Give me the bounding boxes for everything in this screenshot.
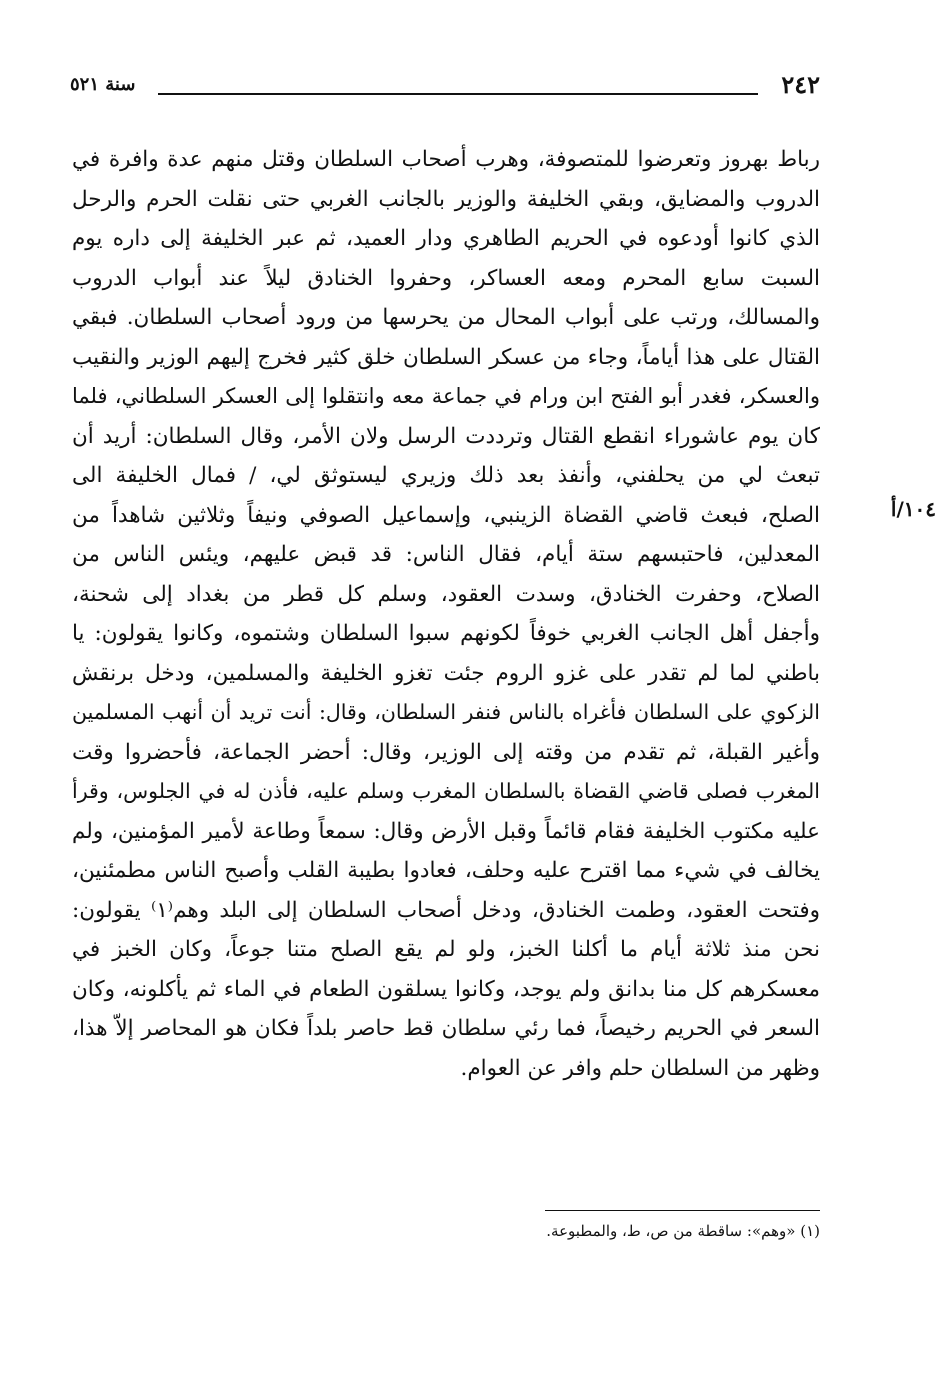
text-line: وفتحت العقود، وطمت الخنادق، ودخل أصحاب السلطان إلى البلد وهم⁽١⁾ يقولون:	[72, 897, 820, 923]
text-line: وأجفل أهل الجانب الغربي خوفاً لكونهم سبوا السلطان وشتموه، وكانوا يقولون: يا	[72, 621, 820, 646]
text-line: الصلح، فبعث قاضي القضاة الزينبي، وإسماعيل الصوفي ونيفاً وثلاثين شاهداً من	[72, 502, 820, 528]
year-label: سنة ٥٢١	[70, 74, 136, 95]
text-line: والعسكر، فغدر أبو الفتح ابن ورام في جماعة معه وانتقلوا إلى العسكر السلطاني، فلما	[72, 384, 820, 408]
body-text	[72, 140, 820, 1088]
text-line: رباط بهروز وتعرضوا للمتصوفة، وهرب أصحاب السلطان وقتل منهم عدة وافرة في	[72, 147, 820, 172]
text-line: وظهر من السلطان حلم وافر عن العوام.	[460, 1055, 820, 1081]
text-line: معسكرهم كل منا بدانق ولم يوجد، وكانوا يسلقون الطعام في الماء ثم يأكلونه، وكان	[72, 976, 820, 1002]
running-header	[70, 70, 820, 106]
text-line: الذي كانوا أودعوه في الحريم الطاهري ودار العميد، ثم عبر الخليفة إلى داره يوم	[72, 226, 820, 251]
text-line: الصلاح، وحفرت الخنادق، وسدت العقود، وسلم كل قطر من بغداد إلى شحنة،	[72, 581, 820, 607]
text-line: المعدلين، فاحتبسهم ستة أيام، فقال الناس: قد قبض عليهم، ويئس الناس من	[72, 542, 820, 567]
text-line: وأغير القبلة، ثم تقدم من وقته إلى الوزير، وقال: أحضر الجماعة، فأحضروا وقت	[72, 739, 820, 765]
text-line: نحن منذ ثلاثة أيام ما أكلنا الخبز، ولو لم يقع الصلح متنا جوعاً، وكان الخبز في	[72, 937, 820, 962]
footnote-rule	[545, 1210, 820, 1211]
footnote: (١) «وهم»: ساقطة من ص، ط، والمطبوعة.	[546, 1222, 820, 1240]
text-line: القتال على هذا أياماً، وجاء من عسكر السلطان خلق كثير فخرج إليهم الوزير والنقيب	[72, 344, 820, 370]
text-line: كان يوم عاشوراء انقطع القتال وترددت الرسل ولان الأمر، وقال السلطان: أريد أن	[72, 423, 820, 449]
text-line: عليه مكتوب الخليفة فقام قائماً وقبل الأرض وقال: سمعاً وطاعة لأمير المؤمنين، ولم	[72, 818, 820, 844]
header-rule	[158, 93, 758, 95]
text-line: الزكوي على السلطان فأغراه بالناس فنفر السلطان، وقال: أنت تريد أن أنهب المسلمين	[72, 700, 820, 724]
text-line: باطني لما لم تقدر على غزو الروم جئت تغزو الخليفة والمسلمين، ودخل برنقش	[72, 660, 820, 686]
text-line: السبت سابع المحرم ومعه العساكر، وحفروا الخنادق ليلاً عند أبواب الدروب	[72, 265, 820, 291]
text-line: تبعث لي من يحلفني، وأنفذ بعد ذلك وزيري ليستوثق لي، / فمال الخليفة الى	[72, 463, 820, 488]
text-line: المغرب فصلى قاضي القضاة بالسلطان المغرب وسلم عليه، فأذن له في الجلوس، وقرأ	[72, 779, 820, 803]
text-line: الدروب والمضايق، وبقي الخليفة والوزير بالجانب الغربي حتى نقلت الحرم والرحل	[72, 186, 820, 212]
text-line: يخالف في شيء مما اقترح عليه وحلف، فعادوا بطيبة القلب وأصبح الناس مطمئنين،	[72, 858, 820, 883]
margin-folio-note: ١٠٤/أ	[890, 497, 936, 521]
text-line: السعر في الحريم رخيصاً، فما رئي سلطان قط حاصر بلداً فكان هو المحاصر إلاّ هذا،	[72, 1016, 820, 1041]
page-number: ٢٤٢	[781, 70, 820, 99]
text-line: والمسالك، ورتب على أبواب المحال من يحرسها من ورود أصحاب السلطان. فبقي	[72, 305, 820, 330]
